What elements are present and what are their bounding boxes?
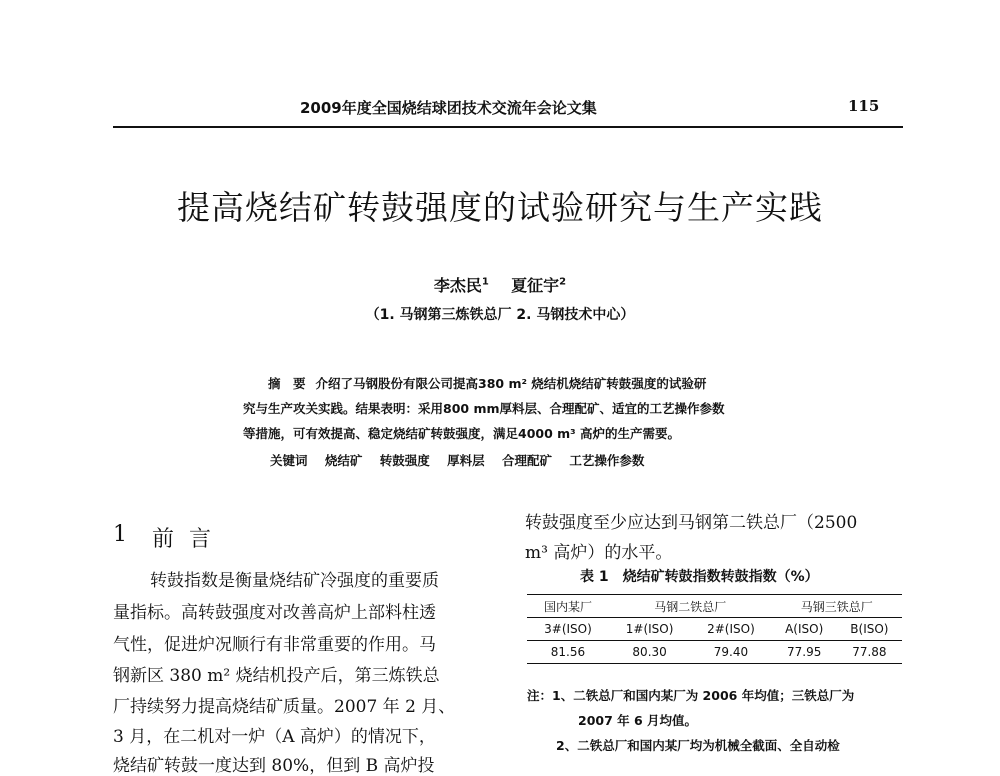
table-cell: 77.88 bbox=[837, 641, 902, 664]
body-text-line: 烧结矿转鼓一度达到 80%，但到 B 高炉投 bbox=[113, 756, 435, 776]
section-title: 前言 bbox=[152, 527, 227, 552]
table-note: 2007 年 6 月均值。 bbox=[578, 713, 698, 728]
body-text-line: m³ 高炉）的水平。 bbox=[525, 543, 673, 563]
body-text-line: 转鼓强度至少应达到马钢第二铁总厂（2500 bbox=[525, 513, 858, 533]
table-note: 注：1、二铁总厂和国内某厂为 2006 年均值；三铁总厂为 bbox=[527, 688, 855, 703]
author-affiliation-mark: 2 bbox=[559, 276, 567, 288]
page-number: 115 bbox=[848, 97, 880, 115]
affiliations: （1. 马钢第三炼铁总厂 2. 马钢技术中心） bbox=[365, 307, 635, 323]
author-line bbox=[0, 273, 1000, 296]
author-name: 夏征宇 bbox=[511, 276, 560, 295]
body-text-line: 3 月，在二机对一炉（A 高炉）的情况下， bbox=[113, 727, 436, 747]
body-text-line: 转鼓指数是衡量烧结矿冷强度的重要质 bbox=[150, 571, 439, 591]
table-header-cell: A(ISO) bbox=[772, 618, 837, 641]
body-text-line: 钢新区 380 m² 烧结机投产后，第三炼铁总 bbox=[113, 666, 440, 686]
abstract-line bbox=[268, 374, 706, 392]
table-header-cell: 马钢三铁总厂 bbox=[772, 595, 902, 618]
author-affiliation-mark: 1 bbox=[481, 276, 489, 288]
abstract-text: 介绍了马钢股份有限公司提高380 m² 烧结机烧结矿转鼓强度的试验研 bbox=[315, 376, 707, 391]
body-text-line: 量指标。高转鼓强度对改善高炉上部料柱透 bbox=[113, 603, 436, 623]
table-caption: 表 1 烧结矿转鼓指数转鼓指数（%） bbox=[580, 569, 819, 585]
table-cell: 81.56 bbox=[527, 641, 609, 664]
keyword: 烧结矿 bbox=[324, 453, 363, 468]
author-name: 李杰民 bbox=[433, 276, 482, 295]
data-table bbox=[527, 594, 902, 664]
table-header-cell: 国内某厂 bbox=[527, 595, 609, 618]
keyword: 厚料层 bbox=[447, 453, 485, 468]
table-cell: 80.30 bbox=[609, 641, 690, 664]
abstract-line: 等措施，可有效提高、稳定烧结矿转鼓强度，满足4000 m³ 高炉的生产需要。 bbox=[243, 426, 680, 441]
table-subheader-row bbox=[527, 618, 902, 641]
table-row bbox=[527, 641, 902, 664]
body-text-line: 气性，促进炉况顺行有非常重要的作用。马 bbox=[113, 635, 436, 655]
header-rule bbox=[113, 126, 903, 128]
keyword: 合理配矿 bbox=[502, 453, 553, 468]
keyword: 工艺操作参数 bbox=[569, 453, 645, 468]
keyword: 转鼓强度 bbox=[379, 453, 430, 468]
table-header-cell: B(ISO) bbox=[837, 618, 902, 641]
abstract-label: 摘 要 bbox=[268, 376, 306, 391]
table-note: 2、二铁总厂和国内某厂均为机械全截面、全自动检 bbox=[556, 738, 840, 753]
section-number: 1 bbox=[113, 522, 127, 547]
paper-title: 提高烧结矿转鼓强度的试验研究与生产实践 bbox=[177, 188, 823, 227]
table-header-cell: 1#(ISO) bbox=[609, 618, 690, 641]
keywords-label: 关键词 bbox=[270, 453, 308, 468]
table-header-row bbox=[527, 595, 902, 618]
table-cell: 79.40 bbox=[690, 641, 771, 664]
table-header-cell: 马钢二铁总厂 bbox=[609, 595, 772, 618]
keywords-line bbox=[270, 451, 657, 469]
running-header-title: 2009年度全国烧结球团技术交流年会论文集 bbox=[300, 99, 597, 117]
table-cell: 77.95 bbox=[772, 641, 837, 664]
body-text-line: 厂持续努力提高烧结矿质量。2007 年 2 月、 bbox=[113, 697, 456, 717]
abstract-line: 究与生产攻关实践。结果表明：采用800 mm厚料层、合理配矿、适宜的工艺操作参数 bbox=[243, 401, 725, 416]
table-header-cell: 3#(ISO) bbox=[527, 618, 609, 641]
table-header-cell: 2#(ISO) bbox=[690, 618, 771, 641]
